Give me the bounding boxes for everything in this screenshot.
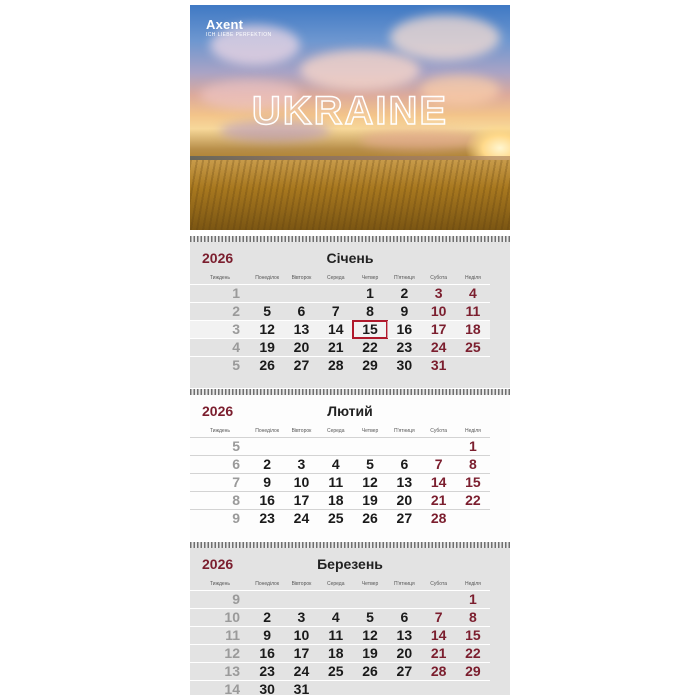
date-cell: 15: [465, 474, 481, 490]
month-name: Березень: [317, 556, 383, 572]
date-cell: 5: [366, 609, 374, 625]
week-number: 9: [232, 510, 240, 526]
date-cell: 4: [469, 285, 477, 301]
day-header: П'ятниця: [394, 275, 415, 281]
date-cell: 14: [319, 321, 353, 338]
date-cell: [319, 681, 353, 698]
date-cell: 21: [430, 645, 447, 661]
date-cell: 7: [434, 609, 443, 625]
date-cell: 26: [259, 357, 275, 373]
date-cell: 25: [327, 663, 344, 679]
week-number: 14: [224, 681, 240, 697]
date-cell: [421, 681, 455, 698]
header-title: UKRAINE: [251, 89, 449, 133]
date-cell: 23: [259, 510, 275, 526]
month-year: 2026: [202, 403, 234, 419]
day-header: Субота: [430, 428, 447, 434]
month-year: 2026: [202, 250, 234, 266]
date-cell: 18: [456, 321, 490, 338]
date-cell: 9: [263, 474, 272, 490]
date-cell: 6: [400, 456, 409, 472]
date-cell: 23: [259, 663, 275, 679]
date-cell: 28: [327, 357, 344, 373]
date-cell: 11: [328, 474, 344, 490]
week-number: 12: [224, 645, 240, 661]
week-number: 6: [232, 456, 240, 472]
day-header: Четвер: [361, 428, 379, 434]
date-cell: 12: [362, 474, 378, 490]
date-cell: 28: [430, 663, 447, 679]
date-cell: [456, 681, 490, 698]
date-cell: [456, 510, 490, 527]
date-cell: [353, 681, 387, 698]
month-year: 2026: [202, 556, 234, 572]
day-grid: [190, 590, 510, 698]
date-cell: 25: [327, 510, 344, 526]
date-cell: 23: [396, 339, 413, 355]
date-cell: 12: [250, 321, 284, 338]
date-cell: 19: [362, 645, 378, 661]
date-cell: 30: [259, 681, 275, 697]
date-cell: [319, 285, 353, 302]
day-header: П'ятниця: [394, 581, 415, 587]
date-cell: 8: [469, 609, 477, 625]
week-number: 5: [232, 357, 240, 373]
week-number: 1: [232, 285, 240, 301]
date-cell: 1: [469, 591, 477, 607]
date-cell: [353, 591, 387, 608]
date-cell: 13: [396, 627, 413, 643]
month-name: Лютий: [327, 403, 373, 419]
date-cell: 29: [465, 663, 481, 679]
date-cell: [250, 591, 284, 608]
date-cell: 16: [259, 645, 275, 661]
date-cell: 10: [293, 474, 310, 490]
date-cell: 21: [430, 492, 447, 508]
day-grid: [190, 284, 510, 374]
date-cell: 29: [362, 357, 378, 373]
date-cell: 27: [293, 357, 310, 373]
day-header: Субота: [430, 275, 447, 281]
date-cell: 11: [465, 303, 481, 319]
date-cell: 28: [430, 510, 447, 526]
date-cell: 9: [263, 627, 272, 643]
date-cell: 16: [259, 492, 275, 508]
date-cell: 4: [331, 456, 340, 472]
day-header: Тиждень: [209, 428, 231, 434]
date-cell: [456, 357, 490, 374]
date-cell: 24: [293, 510, 310, 526]
date-cell: 20: [396, 645, 413, 661]
date-cell: 8: [366, 303, 374, 319]
date-cell: 22: [465, 492, 481, 508]
week-number: 13: [224, 663, 240, 679]
date-cell: 19: [362, 492, 378, 508]
date-cell: 6: [400, 609, 409, 625]
date-cell: [250, 285, 284, 302]
day-header-row: [190, 578, 510, 590]
date-cell: [353, 438, 387, 455]
day-header: П'ятниця: [394, 428, 415, 434]
cloud: [390, 15, 500, 60]
date-cell: 26: [362, 663, 378, 679]
brand-tagline: ICH LIEBE PERFEKTION: [206, 32, 272, 38]
date-cell: 3: [297, 609, 306, 625]
date-cell: 22: [362, 339, 378, 355]
week-number: 4: [232, 339, 240, 355]
date-cell: 1: [366, 285, 374, 301]
date-cell: 24: [430, 339, 447, 355]
date-cell: 18: [327, 645, 344, 661]
day-header-row: [190, 425, 510, 437]
date-cell: 5: [263, 303, 272, 319]
date-cell: 20: [396, 492, 413, 508]
day-header: Тиждень: [209, 275, 231, 281]
month-name: Січень: [326, 250, 374, 266]
day-header: Середа: [326, 428, 345, 434]
day-header: Понеділок: [255, 275, 280, 281]
date-cell: [421, 438, 455, 455]
date-cell: [284, 285, 318, 302]
date-cell: 7: [331, 303, 340, 319]
date-cell: [387, 591, 421, 608]
date-cell: 30: [396, 357, 413, 373]
date-cell: [284, 438, 318, 455]
date-cell: 22: [465, 645, 481, 661]
date-cell: 15: [465, 627, 481, 643]
date-cell: 10: [430, 303, 447, 319]
date-cell: 31: [293, 681, 310, 697]
date-cell: 20: [293, 339, 310, 355]
date-cell: 14: [430, 474, 447, 490]
day-header: Четвер: [361, 581, 379, 587]
date-cell: 6: [297, 303, 306, 319]
day-header: Вівторок: [291, 581, 312, 587]
date-cell: 2: [400, 285, 409, 301]
date-cell: [421, 591, 455, 608]
day-header: Тиждень: [209, 581, 231, 587]
week-number: 8: [232, 492, 240, 508]
date-cell: 24: [293, 663, 310, 679]
date-cell: 27: [396, 663, 413, 679]
date-cell: 4: [331, 609, 340, 625]
date-cell: 11: [328, 627, 344, 643]
week-number: 7: [232, 474, 240, 490]
day-header: Четвер: [361, 275, 379, 281]
date-cell: 10: [293, 627, 310, 643]
date-cell: 7: [434, 456, 443, 472]
week-number: 5: [232, 438, 240, 454]
day-header: Неділя: [464, 581, 481, 587]
week-number: 11: [225, 627, 240, 643]
date-cell: 17: [293, 492, 310, 508]
date-cell: 2: [263, 456, 272, 472]
date-cell: [284, 591, 318, 608]
date-cell: 16: [387, 321, 421, 338]
date-cell: 19: [259, 339, 275, 355]
header-photo: [190, 5, 510, 230]
date-cell: [250, 438, 284, 455]
cloud: [300, 50, 420, 90]
date-cell: [319, 438, 353, 455]
wall-calendar: [190, 5, 510, 695]
date-cell: 26: [362, 510, 378, 526]
date-cell: [319, 591, 353, 608]
week-number: 9: [232, 591, 240, 607]
date-cell: 25: [465, 339, 481, 355]
date-cell: 13: [396, 474, 413, 490]
date-cell: 17: [293, 645, 310, 661]
day-grid: [190, 437, 510, 527]
brand-logo: [206, 17, 272, 38]
date-cell: 3: [434, 285, 443, 301]
date-cell: 17: [421, 321, 455, 338]
day-header: Субота: [430, 581, 447, 587]
day-header: Понеділок: [255, 581, 280, 587]
month-panel-january: [190, 242, 510, 388]
wheat-field: [190, 160, 510, 230]
date-cell: 2: [263, 609, 272, 625]
date-cell: [387, 681, 421, 698]
day-header: Середа: [326, 581, 345, 587]
brand-name: Axent: [206, 17, 244, 32]
day-header-row: [190, 272, 510, 284]
date-cell: 3: [297, 456, 306, 472]
day-header: Вівторок: [291, 428, 312, 434]
date-cell: 1: [469, 438, 477, 454]
month-panel-march: [190, 548, 510, 695]
month-panel-february: [190, 395, 510, 541]
day-header: Понеділок: [255, 428, 280, 434]
date-cell: 9: [400, 303, 409, 319]
week-number: 10: [224, 609, 240, 625]
date-cell: 12: [362, 627, 378, 643]
date-cell: 18: [327, 492, 344, 508]
date-cell: 14: [430, 627, 447, 643]
day-header: Неділя: [464, 428, 481, 434]
date-cell: 27: [396, 510, 413, 526]
date-cell: [387, 438, 421, 455]
day-header: Середа: [326, 275, 345, 281]
week-number: 2: [232, 303, 240, 319]
date-cell: 13: [284, 321, 318, 338]
day-header: Неділя: [464, 275, 481, 281]
week-number: 3: [190, 321, 250, 338]
date-cell: 5: [366, 456, 374, 472]
today-date-cell: 15: [353, 321, 387, 338]
date-cell: 31: [430, 357, 447, 373]
date-cell: 21: [327, 339, 344, 355]
day-header: Вівторок: [291, 275, 312, 281]
date-cell: 8: [469, 456, 477, 472]
